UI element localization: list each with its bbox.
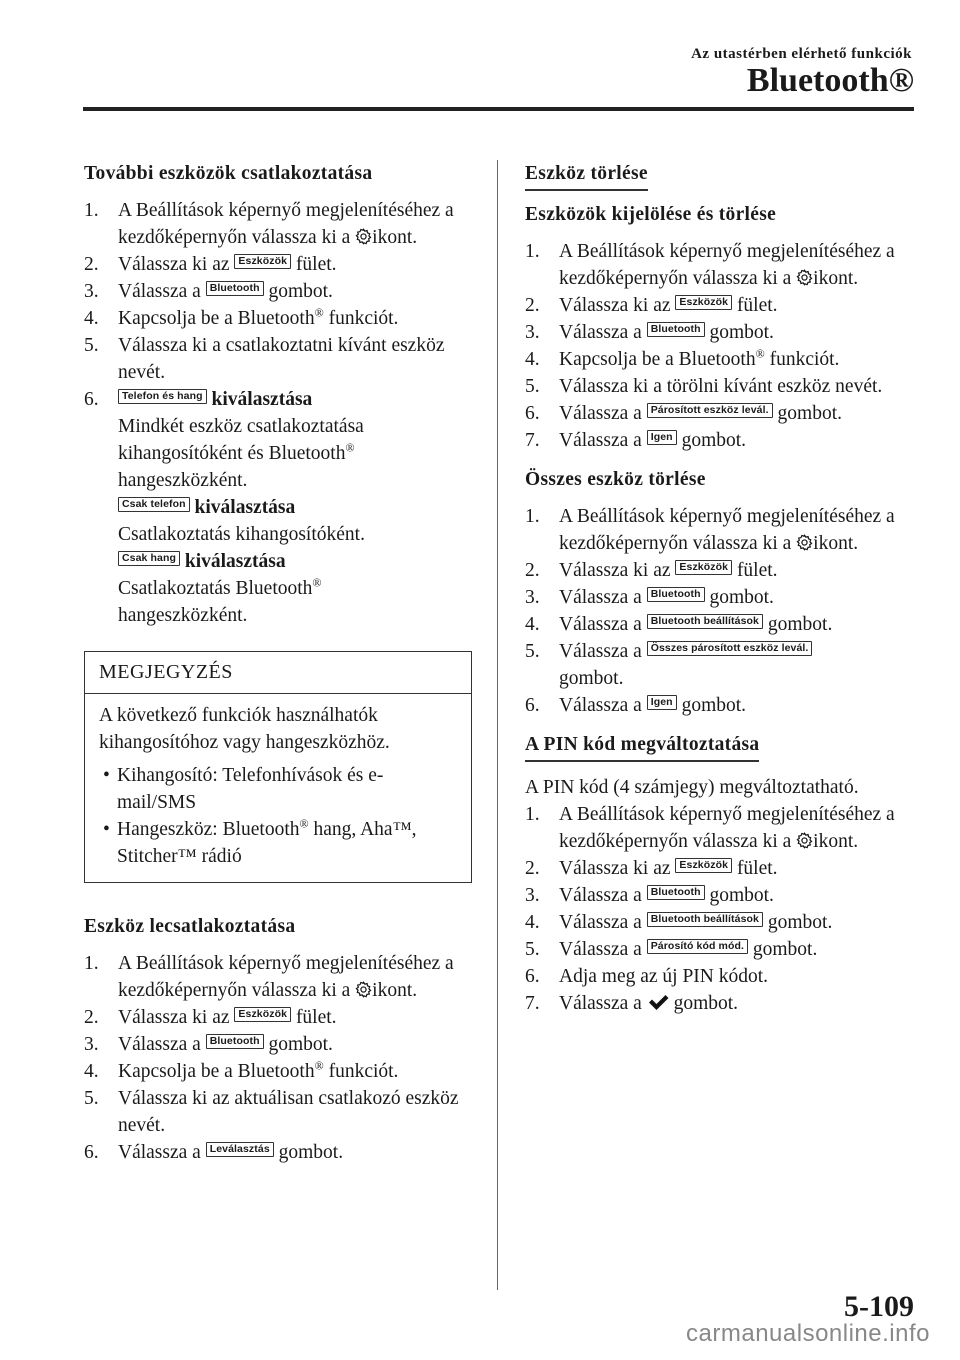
bullet-icon: • [103,819,110,840]
list-item: 6. Adja meg az új PIN kódot. [525,966,769,987]
list-item: 6. Válassza a Igen gombot. [525,695,747,716]
left-column [84,160,472,1166]
list-item: 4. Válassza a Bluetooth beállítások gombot. [525,614,833,635]
disconnect-steps [84,950,472,1166]
bluetooth-beallitasok-button[interactable]: Bluetooth beállítások [647,614,763,629]
header-section: Az utastérben elérhető funkciók [691,46,912,62]
osszes-parositott-eszkoz-leval-button[interactable]: Összes párosított eszköz levál. [647,641,813,656]
bluetooth-button[interactable]: Bluetooth [647,885,705,900]
delete-all-steps [525,503,917,719]
page-number: 5-109 [844,1290,914,1323]
note-box [84,651,472,883]
list-item: 4. Kapcsolja be a Bluetooth® funkciót. [84,1058,399,1082]
section-title-disconnect: Eszköz lecsatlakoztatása [84,916,296,937]
list-item: 3. Válassza a Bluetooth gombot. [525,322,774,343]
list-item: 2. Válassza ki az Eszközök fület. [525,295,778,316]
list-item: 6. Válassza a Párosított eszköz levál. gombot. [525,403,842,424]
list-item: 4. Kapcsolja be a Bluetooth® funkciót. [84,305,399,329]
csak-telefon-button[interactable]: Csak telefon [118,497,190,512]
list-item: 4. Válassza a Bluetooth beállítások gombot. [525,912,833,933]
list-item: 3. Válassza a Bluetooth gombot. [84,1034,333,1055]
list-item: 5. Válassza ki a törölni kívánt eszköz nevét. [525,376,883,397]
delete-selected-steps [525,238,917,454]
list-item: 1. A Beállítások képernyő megjelenítéséhez a kezdőképernyőn válassza ki a ikont. [525,241,895,289]
header-rule [83,107,914,111]
bluetooth-beallitasok-button[interactable]: Bluetooth beállítások [647,912,763,927]
list-item: 4. Kapcsolja be a Bluetooth® funkciót. [525,346,840,370]
list-item: 3. Válassza a Bluetooth gombot. [84,281,333,302]
list-item: 7. Válassza a Igen gombot. [525,430,747,451]
gear-icon [355,228,372,245]
gear-icon [355,981,372,998]
subsection-title-delete-all: Összes eszköz törlése [525,469,706,490]
list-item: 2. Válassza ki az Eszközök fület. [84,1007,337,1028]
option-description: Csatlakoztatás Bluetooth® hangeszközként. [118,575,322,626]
list-item: 1. A Beállítások képernyő megjelenítéséhez a kezdőképernyőn válassza ki a ikont. [525,804,895,852]
list-item: 3. Válassza a Bluetooth gombot. [525,587,774,608]
bullet-icon: • [103,765,110,786]
header-title: Bluetooth® [746,62,914,99]
bluetooth-button[interactable]: Bluetooth [206,281,264,296]
list-item: 1. A Beállítások képernyő megjelenítéséhez a kezdőképernyőn válassza ki a ikont. [525,506,895,554]
note-heading: MEGJEGYZÉS [85,652,471,694]
change-pin-steps [525,801,917,1017]
note-text: A következő funkciók használhatók kihangosítóhoz vagy hangeszközhöz. [99,705,390,753]
eszkozok-button[interactable]: Eszközök [234,1007,291,1022]
csak-hang-button[interactable]: Csak hang [118,551,180,566]
levalasztas-button[interactable]: Leválasztás [206,1142,274,1157]
gear-icon [796,832,813,849]
option-description: Csatlakoztatás kihangosítóként. [118,524,365,545]
eszkozok-button[interactable]: Eszközök [675,295,732,310]
option-description: Mindkét eszköz csatlakoztatása kihangosítóként és Bluetooth® hangeszközként. [118,416,364,491]
note-body [85,694,471,882]
eszkozok-button[interactable]: Eszközök [675,560,732,575]
list-item: 5. Válassza a Párosító kód mód. gombot. [525,939,818,960]
parositott-eszkoz-leval-button[interactable]: Párosított eszköz levál. [647,403,773,418]
eszkozok-button[interactable]: Eszközök [675,858,732,873]
section-title-connect-more: További eszközök csatlakoztatása [84,163,373,184]
list-item: 2. Válassza ki az Eszközök fület. [525,560,778,581]
bluetooth-button[interactable]: Bluetooth [647,322,705,337]
list-item: 5. Válassza ki a csatlakoztatni kívánt eszköz nevét. [84,335,445,383]
list-item: 7. Válassza a gombot. [525,993,739,1014]
note-bullet: • Kihangosító: Telefonhívások és e-mail/SMS [99,762,457,816]
subsection-title-select-delete: Eszközök kijelölése és törlése [525,204,777,225]
right-column [525,160,917,1017]
gear-icon [796,269,813,286]
section-title-delete: Eszköz törlése [525,160,917,191]
footer-watermark: carmanualsonline.info [686,1320,930,1347]
parosito-kod-mod-button[interactable]: Párosító kód mód. [647,939,748,954]
igen-button[interactable]: Igen [647,695,677,710]
note-bullet: • Hangeszköz: Bluetooth® hang, Aha™, Stitcher™ rádió [103,816,417,867]
list-item: 3. Válassza a Bluetooth gombot. [525,885,774,906]
list-item: 5. Válassza a Összes párosított eszköz levál. gombot. [525,638,917,692]
option-csak-telefon: Csak telefon kiválasztása [84,494,472,521]
check-icon[interactable] [647,993,669,1011]
list-item: 2. Válassza ki az Eszközök fület. [84,254,337,275]
list-item: 6. Válassza a Leválasztás gombot. [84,1142,344,1163]
telefon-es-hang-button[interactable]: Telefon és hang [118,389,207,404]
igen-button[interactable]: Igen [647,430,677,445]
list-item: 1. A Beállítások képernyő megjelenítéséhez a kezdőképernyőn válassza ki a ikont. [84,953,454,1001]
gear-icon [796,534,813,551]
list-item: 2. Válassza ki az Eszközök fület. [525,858,778,879]
list-item: 6. Telefon és hang kiválasztása [84,389,313,410]
list-item: 5. Válassza ki az aktuálisan csatlakozó eszköz nevét. [84,1088,459,1136]
section-title-change-pin: A PIN kód megváltoztatása [525,731,917,762]
connect-steps [84,197,472,413]
pin-intro: A PIN kód (4 számjegy) megváltoztatható. [525,777,859,798]
eszkozok-button[interactable]: Eszközök [234,254,291,269]
bluetooth-button[interactable]: Bluetooth [206,1034,264,1049]
bluetooth-button[interactable]: Bluetooth [647,587,705,602]
column-divider [497,160,498,1290]
list-item: 1. A Beállítások képernyő megjelenítéséhez a kezdőképernyőn válassza ki a ikont. [84,200,454,248]
option-csak-hang: Csak hang kiválasztása [84,548,472,575]
